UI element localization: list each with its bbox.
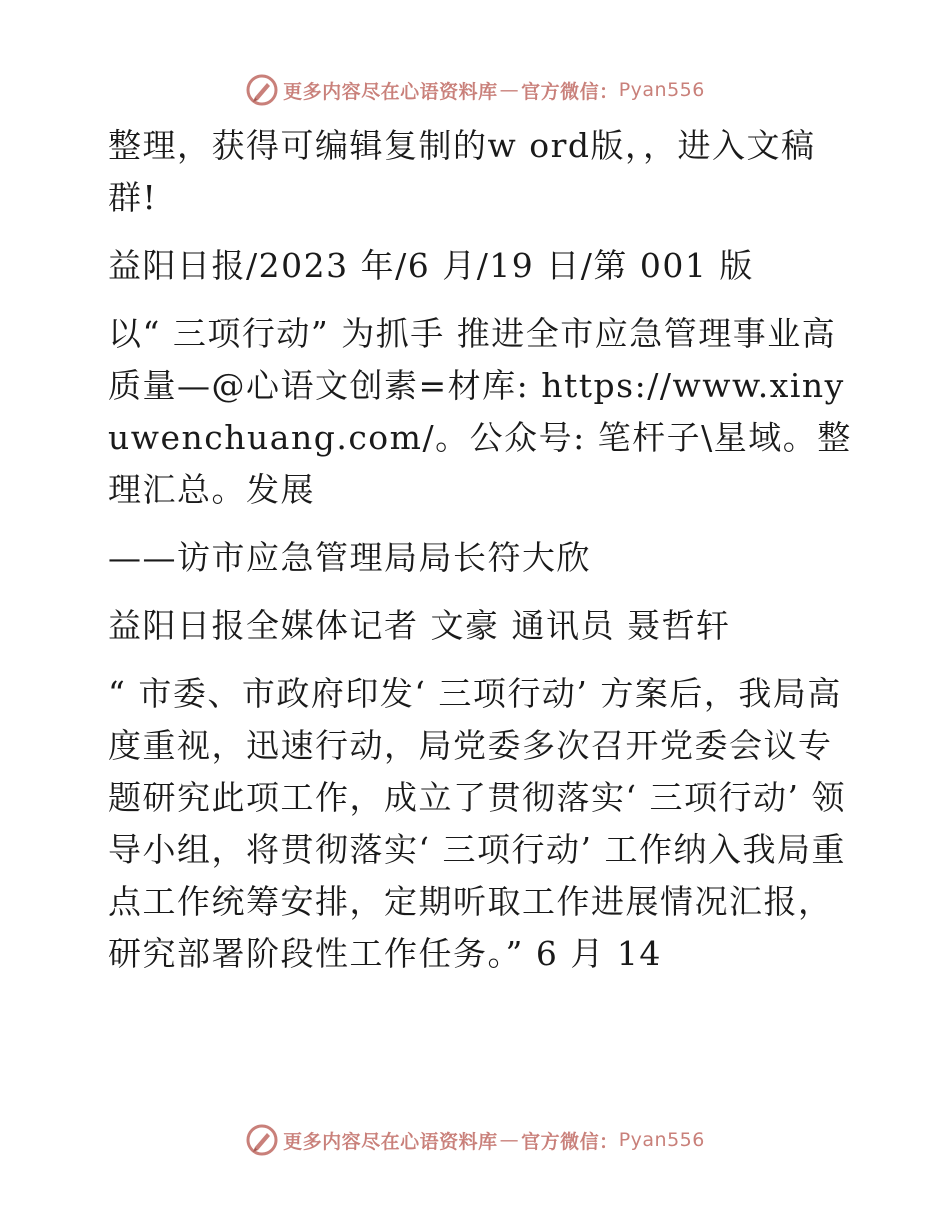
footer-watermark — [0, 1120, 950, 1160]
watermark-text: 更多内容尽在心语资料库 — [283, 1130, 498, 1153]
watermark-label: 官方微信： — [521, 1130, 619, 1153]
article-subtitle: ——访市应急管理局局长符大欣 — [108, 538, 591, 577]
document-body — [96, 120, 856, 980]
watermark-id: Pyan556 — [618, 79, 705, 101]
watermark-id: Pyan556 — [618, 1129, 705, 1151]
pen-logo-icon — [245, 1123, 279, 1157]
watermark-label: 官方微信： — [521, 80, 619, 103]
pen-logo-icon — [245, 73, 279, 107]
article-byline: 益阳日报全媒体记者 文豪 通讯员 聂哲轩 — [108, 606, 731, 645]
paragraph-body: “ 市委、市政府印发‘ 三项行动’ 方案后，我局高度重视，迅速行动，局党委多次召开党委会议专题研究此项工作，成立了贯彻落实‘ 三项行动’ 领导小组，将贯彻落实‘ 三项行动’ 工作纳入我局重点工作统筹安排，定期听取工作进展情况汇报，研究部署阶段性工作任务。” 6 月 14 — [108, 674, 846, 973]
paragraph-source: 益阳日报/2023 年/6 月/19 日/第 001 版 — [108, 246, 754, 285]
watermark-separator: — — [499, 1129, 520, 1151]
watermark-separator: — — [499, 79, 520, 101]
paragraph-intro: 整理，获得可编辑复制的w ord版，，进入文稿群! — [108, 126, 816, 217]
article-title: 以“ 三项行动” 为抓手 推进全市应急管理事业高质量—@心语文创素=材库: https://www.xinyuwenchuang.com/。公众号: 笔杆子\星域。整理汇总。发展 — [108, 314, 852, 509]
watermark-text: 更多内容尽在心语资料库 — [283, 80, 498, 103]
header-watermark — [0, 70, 950, 110]
